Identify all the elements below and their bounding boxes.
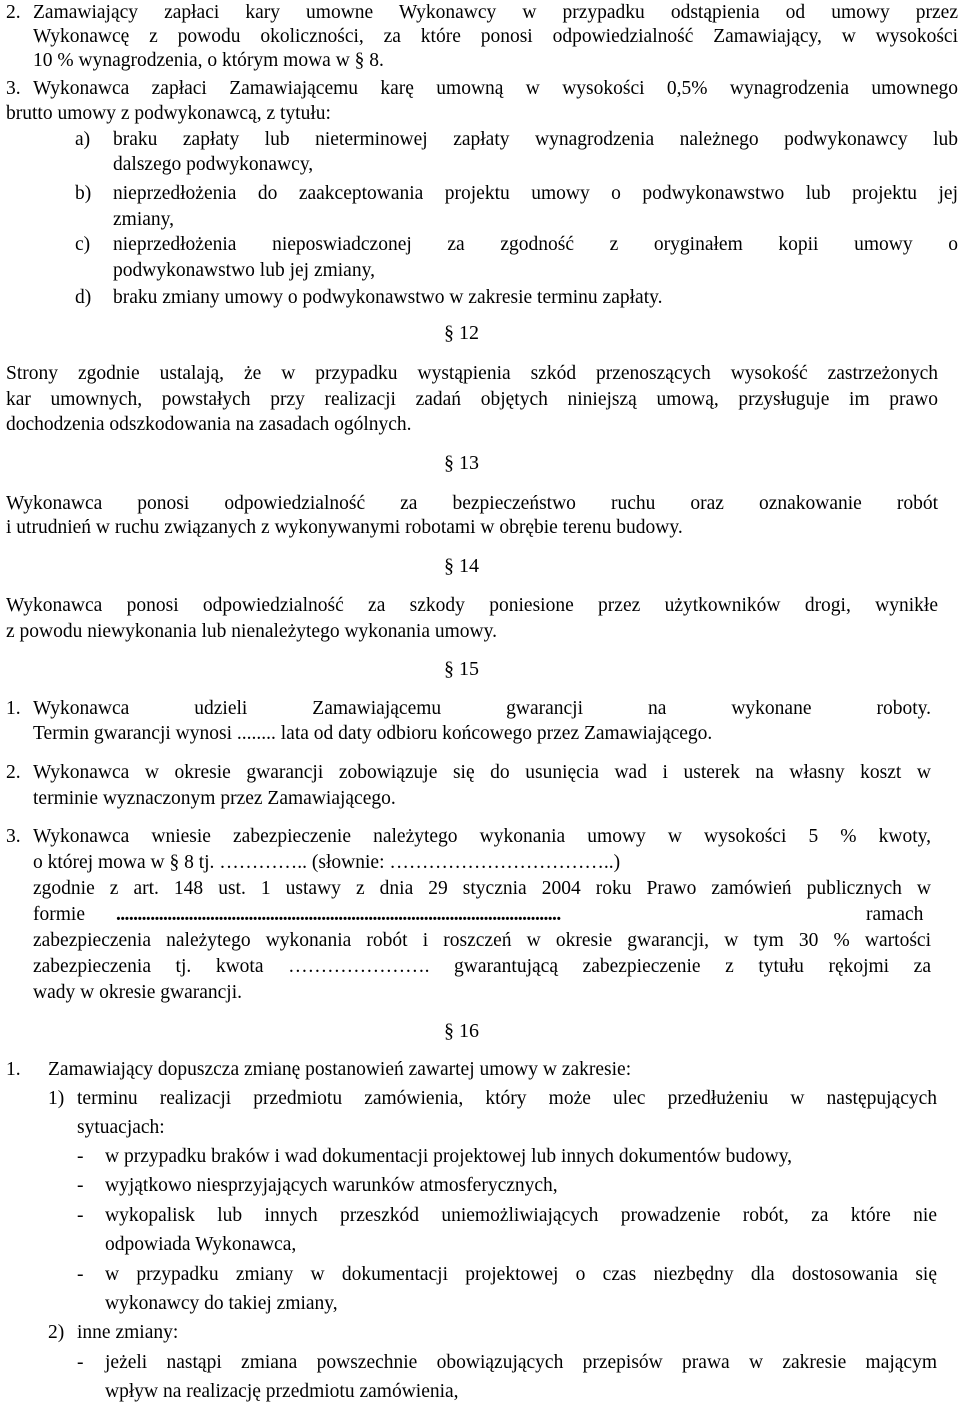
paragraph-line: Zamawiający zapłaci kary umowne Wykonawcy w przypadku odstąpienia od umowy przez bbox=[33, 2, 958, 23]
paragraph-line: ramach bbox=[866, 904, 924, 925]
paragraph-line: i utrudnień w ruchu związanych z wykonywanymi robotami w obrębie terenu budowy. bbox=[6, 517, 683, 538]
list-item-line: zmiany, bbox=[113, 209, 175, 230]
list-item-line: braku zmiany umowy o podwykonawstwo w zakresie terminu zapłaty. bbox=[113, 287, 663, 308]
item-number: 1. bbox=[6, 1059, 21, 1080]
paragraph-line: kar umownych, powstałych przy realizacji zadań objętych niniejszą umową, przysługuje im prawo bbox=[6, 389, 938, 410]
section-heading-12: § 12 bbox=[444, 322, 479, 344]
paragraph-line: Wykonawca zapłaci Zamawiającemu karę umowną w wysokości 0,5% wynagrodzenia umownego bbox=[33, 78, 958, 99]
section-heading-14: § 14 bbox=[444, 555, 479, 577]
bullet-item: wykonawcy do takiej zmiany, bbox=[105, 1293, 338, 1314]
bullet-dash: - bbox=[77, 1175, 84, 1196]
list-item-line: dalszego podwykonawcy, bbox=[113, 154, 314, 175]
paragraph-line: Wykonawcę z powodu okoliczności, za które ponosi odpowiedzialność Zamawiający, w wysokości bbox=[33, 26, 958, 47]
item-number: 3. bbox=[6, 78, 21, 99]
paragraph-line: brutto umowy z podwykonawcą, z tytułu: bbox=[6, 103, 331, 124]
bullet-dash: - bbox=[77, 1146, 84, 1167]
paragraph-line: Wykonawca wniesie zabezpieczenie należytego wykonania umowy w wysokości 5 % kwoty, bbox=[33, 826, 931, 847]
fill-in-blank: ........................................................................................................ bbox=[116, 904, 561, 925]
paragraph-line: z powodu niewykonania lub nienależytego wykonania umowy. bbox=[6, 621, 497, 642]
section-heading-15: § 15 bbox=[444, 658, 479, 680]
bullet-dash: - bbox=[77, 1205, 84, 1226]
paragraph-line: dochodzenia odszkodowania na zasadach ogólnych. bbox=[6, 414, 412, 435]
bullet-item: jeżeli nastąpi zmiana powszechnie obowiązujących przepisów prawa w zakresie mającym bbox=[105, 1352, 937, 1373]
paragraph-line: zgodnie z art. 148 ust. 1 ustawy z dnia 29 stycznia 2004 roku Prawo zamówień publicznych w bbox=[33, 878, 931, 899]
list-item-line: inne zmiany: bbox=[77, 1322, 179, 1343]
list-item-line: braku zapłaty lub nieterminowej zapłaty wynagrodzenia należnego podwykonawcy lub bbox=[113, 129, 958, 150]
list-item-line: podwykonawstwo lub jej zmiany, bbox=[113, 260, 375, 281]
paragraph-line: zabezpieczenia tj. kwota …………………. gwarantującą zabezpieczenie z tytułu rękojmi za bbox=[33, 956, 931, 977]
item-number: 1) bbox=[48, 1088, 65, 1109]
paragraph-line: wady w okresie gwarancji. bbox=[33, 982, 243, 1003]
paragraph-line: terminie wyznaczonym przez Zamawiającego. bbox=[33, 788, 396, 809]
list-label: b) bbox=[75, 183, 92, 204]
section-heading-16: § 16 bbox=[444, 1020, 479, 1042]
bullet-item: w przypadku zmiany w dokumentacji projektowej o czas niezbędny dla dostosowania się bbox=[105, 1264, 937, 1285]
list-label: c) bbox=[75, 234, 91, 255]
paragraph-line: o której mowa w § 8 tj. ………….. (słownie: ……………………………..) bbox=[33, 852, 621, 873]
item-number: 2) bbox=[48, 1322, 65, 1343]
item-number: 2. bbox=[6, 762, 21, 783]
list-item-line: nieprzedłożenia nieposwiadczonej za zgodność z oryginałem kopii umowy o bbox=[113, 234, 958, 255]
paragraph-line: Wykonawca ponosi odpowiedzialność za bezpieczeństwo ruchu oraz oznakowanie robót bbox=[6, 493, 938, 514]
paragraph-line: Wykonawca udzieli Zamawiającemu gwarancji na wykonane roboty. bbox=[33, 698, 931, 719]
list-label: a) bbox=[75, 129, 91, 150]
item-number: 1. bbox=[6, 698, 21, 719]
item-number: 2. bbox=[6, 2, 21, 23]
paragraph-line: Wykonawca w okresie gwarancji zobowiązuje się do usunięcia wad i usterek na własny koszt w bbox=[33, 762, 931, 783]
bullet-dash: - bbox=[77, 1352, 84, 1373]
paragraph-line: Strony zgodnie ustalają, że w przypadku wystąpienia szkód przenoszących wysokość zastrzeżonych bbox=[6, 363, 938, 384]
list-label: d) bbox=[75, 287, 92, 308]
paragraph-line: Wykonawca ponosi odpowiedzialność za szkody poniesione przez użytkowników drogi, wynikłe bbox=[6, 595, 938, 616]
paragraph-line: formie bbox=[33, 904, 85, 925]
bullet-item: wpływ na realizację przedmiotu zamówienia, bbox=[105, 1381, 459, 1402]
paragraph-line: zabezpieczenia należytego wykonania robót i roszczeń w okresie gwarancji, w tym 30 % wartości bbox=[33, 930, 931, 951]
bullet-item: odpowiada Wykonawca, bbox=[105, 1234, 297, 1255]
bullet-item: wyjątkowo niesprzyjających warunków atmosferycznych, bbox=[105, 1175, 558, 1196]
paragraph-line: 10 % wynagrodzenia, o którym mowa w § 8. bbox=[33, 50, 384, 71]
bullet-item: wykopalisk lub innych przeszkód uniemożliwiających prowadzenie robót, za które nie bbox=[105, 1205, 937, 1226]
paragraph-line: Zamawiający dopuszcza zmianę postanowień zawartej umowy w zakresie: bbox=[48, 1059, 632, 1080]
list-item-line: nieprzedłożenia do zaakceptowania projektu umowy o podwykonawstwo lub projektu jej bbox=[113, 183, 958, 204]
list-item-line: terminu realizacji przedmiotu zamówienia, który może ulec przedłużeniu w następujących bbox=[77, 1088, 937, 1109]
bullet-dash: - bbox=[77, 1264, 84, 1285]
list-item-line: sytuacjach: bbox=[77, 1117, 165, 1138]
item-number: 3. bbox=[6, 826, 21, 847]
section-heading-13: § 13 bbox=[444, 452, 479, 474]
bullet-item: w przypadku braków i wad dokumentacji projektowej lub innych dokumentów budowy, bbox=[105, 1146, 793, 1167]
paragraph-line: Termin gwarancji wynosi ........ lata od daty odbioru końcowego przez Zamawiającego. bbox=[33, 723, 713, 744]
